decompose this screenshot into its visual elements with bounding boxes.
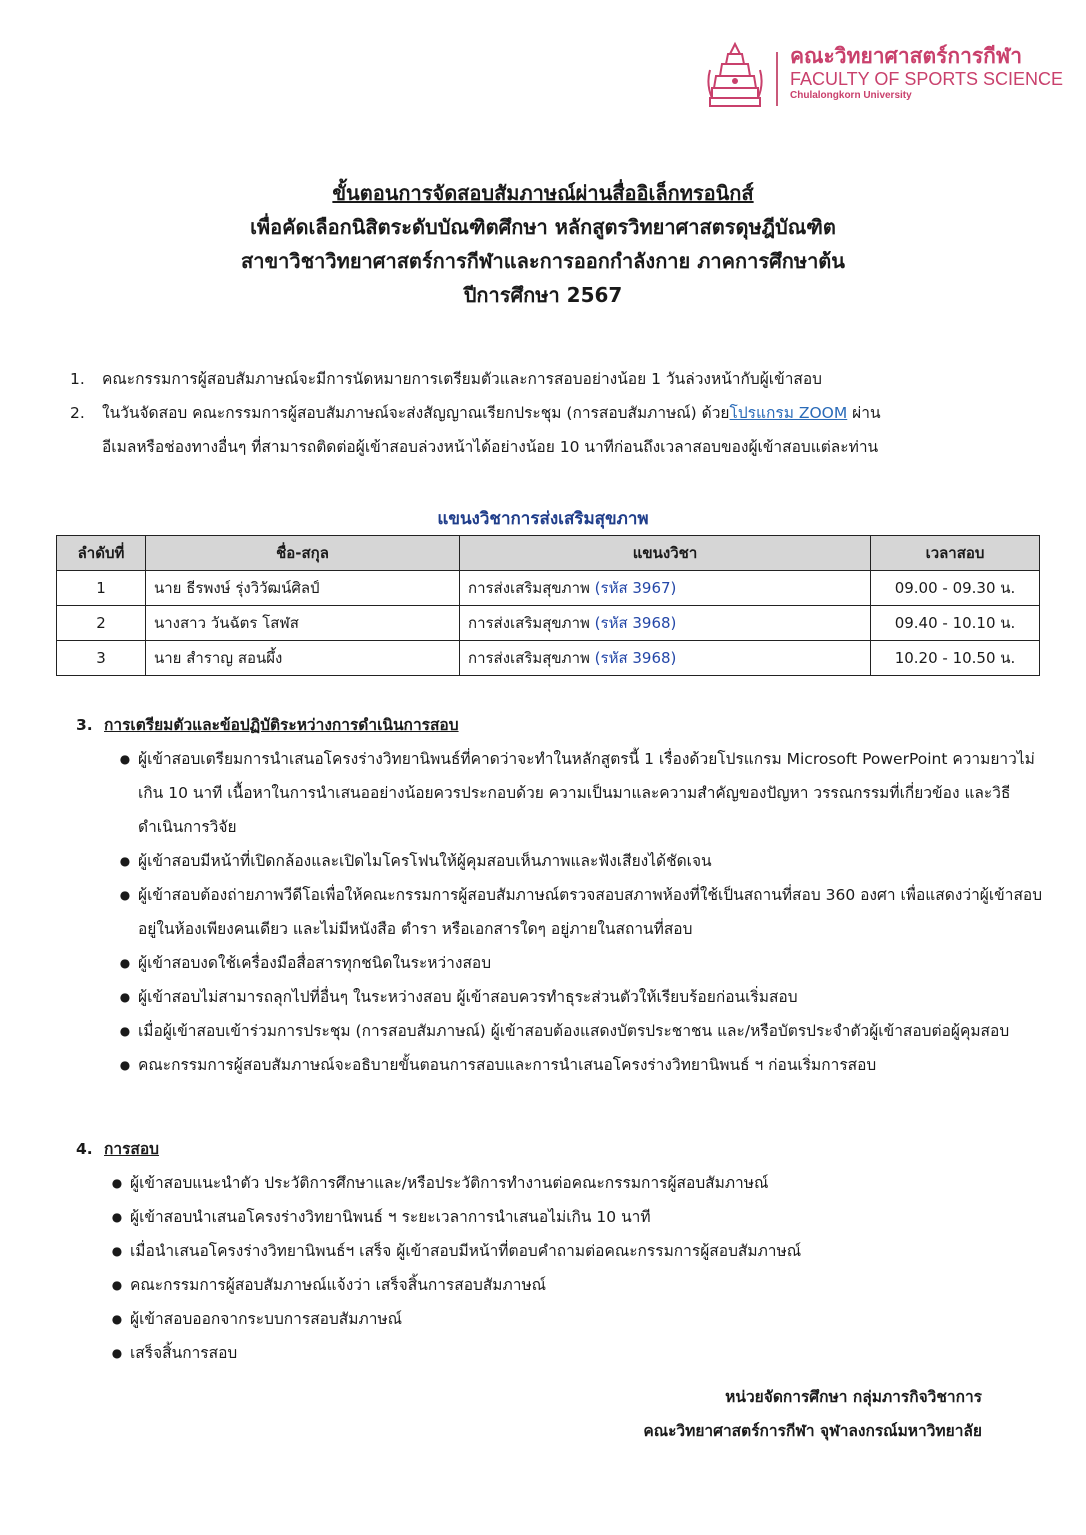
list-item-text: คณะกรรมการผู้สอบสัมภาษณ์แจ้งว่า เสร็จสิ้นการสอบสัมภาษณ์ xyxy=(130,1276,547,1294)
item-text-after: ผ่าน xyxy=(847,404,881,422)
bullet-icon: ● xyxy=(119,888,131,902)
track-name: การส่งเสริมสุขภาพ xyxy=(468,614,595,632)
bullet-icon: ● xyxy=(119,990,131,1004)
logo-text xyxy=(790,44,1063,103)
bullet-icon: ● xyxy=(111,1346,123,1360)
list-item xyxy=(112,1048,1046,1082)
section-preparation xyxy=(76,708,1046,1082)
list-item xyxy=(104,1302,1046,1336)
list-item xyxy=(104,1200,1046,1234)
cell-name: นางสาว วันฉัตร โสฬส xyxy=(146,606,460,641)
title-line-2: เพื่อคัดเลือกนิสิตระดับบัณฑิตศึกษา หลักสูตรวิทยาศาสตรดุษฎีบัณฑิต xyxy=(250,215,836,239)
item-number: 1. xyxy=(70,370,85,388)
cell-order: 2 xyxy=(57,606,146,641)
track-name: การส่งเสริมสุขภาพ xyxy=(468,579,595,597)
intro-item-2 xyxy=(70,396,1040,430)
list-item-text: ผู้เข้าสอบต้องถ่ายภาพวีดีโอเพื่อให้คณะกรรมการผู้สอบสัมภาษณ์ตรวจสอบสภาพห้องที่ใช้เป็นสถานที่สอบ 360 องศา เพื่อแสดงว่าผู้เข้าสอบอยู่ในห้องเพียงคนเดียว และไม่มีหนังสือ ตำรา หรือเอกสารใดๆ อยู่ภายในสถานที่สอบ xyxy=(138,886,1043,938)
item-text-before: ในวันจัดสอบ คณะกรรมการผู้สอบสัมภาษณ์จะส่งสัญญาณเรียกประชุม (การสอบสัมภาษณ์) ด้วย xyxy=(102,404,730,422)
track-code: (รหัส 3968) xyxy=(594,614,677,632)
list-item-text: เมื่อนำเสนอโครงร่างวิทยานิพนธ์ฯ เสร็จ ผู้เข้าสอบมีหน้าที่ตอบคำถามต่อคณะกรรมการผู้สอบสัมภาษณ์ xyxy=(130,1242,802,1260)
bullet-icon: ● xyxy=(111,1244,123,1258)
list-item xyxy=(112,1014,1046,1048)
section-number: 3. xyxy=(76,716,93,734)
chula-emblem-icon xyxy=(706,40,764,110)
list-item-text: ผู้เข้าสอบงดใช้เครื่องมือสื่อสารทุกชนิดในระหว่างสอบ xyxy=(138,954,492,972)
cell-track xyxy=(460,641,871,676)
issuer-faculty: คณะวิทยาศาสตร์การกีฬา จุฬาลงกรณ์มหาวิทยาลัย xyxy=(643,1422,982,1440)
table-row xyxy=(57,641,1040,676)
schedule-table xyxy=(56,535,1040,676)
cell-name: นาย สำราญ สอนผึ้ง xyxy=(146,641,460,676)
list-item xyxy=(104,1268,1046,1302)
faculty-name-english: FACULTY OF SPORTS SCIENCE xyxy=(790,69,1064,89)
track-code: (รหัส 3967) xyxy=(594,579,677,597)
title-line-3: สาขาวิชาวิทยาศาสตร์การกีฬาและการออกกำลังกาย ภาคการศึกษาต้น xyxy=(241,249,845,273)
cell-name: นาย ธีรพงษ์ รุ่งวิวัฒน์ศิลป์ xyxy=(146,571,460,606)
list-item xyxy=(112,878,1046,946)
cell-order: 1 xyxy=(57,571,146,606)
bullet-icon: ● xyxy=(111,1278,123,1292)
list-item xyxy=(104,1166,1046,1200)
section-number: 4. xyxy=(76,1140,93,1158)
document-title xyxy=(0,176,1086,312)
intro-list xyxy=(70,362,1040,464)
list-item xyxy=(112,844,1046,878)
list-item-text: คณะกรรมการผู้สอบสัมภาษณ์จะอธิบายขั้นตอนการสอบและการนำเสนอโครงร่างวิทยานิพนธ์ ฯ ก่อนเริ่มการสอบ xyxy=(138,1056,877,1074)
item-text xyxy=(102,396,881,430)
list-item xyxy=(112,742,1046,844)
issuer-signature xyxy=(643,1380,982,1448)
title-line-4: ปีการศึกษา 2567 xyxy=(463,283,623,307)
cell-track xyxy=(460,571,871,606)
issuer-unit: หน่วยจัดการศึกษา กลุ่มภารกิจวิชาการ xyxy=(725,1388,982,1406)
bullet-icon: ● xyxy=(111,1312,123,1326)
bullet-icon: ● xyxy=(119,1058,131,1072)
list-item xyxy=(112,980,1046,1014)
track-name: การส่งเสริมสุขภาพ xyxy=(468,649,595,667)
section-heading xyxy=(76,1132,1046,1166)
title-line-1: ขั้นตอนการจัดสอบสัมภาษณ์ผ่านสื่ออิเล็กทรอนิกส์ xyxy=(332,181,754,205)
university-name: Chulalongkorn University xyxy=(790,90,912,101)
list-item xyxy=(104,1336,1046,1370)
list-item-text: ผู้เข้าสอบแนะนำตัว ประวัติการศึกษาและ/หรือประวัติการทำงานต่อคณะกรรมการผู้สอบสัมภาษณ์ xyxy=(130,1174,769,1192)
list-item-text: ผู้เข้าสอบเตรียมการนำเสนอโครงร่างวิทยานิพนธ์ที่คาดว่าจะทำในหลักสูตรนี้ 1 เรื่องด้วยโปรแกรม Microsoft PowerPoint ความยาวไม่เกิน 10 นาที เนื้อหาในการนำเสนออย่างน้อยควรประกอบด้วย ความเป็นมาและความสำคัญของปัญหา วรรณกรรมที่เกี่ยวข้อง และวิธีดำเนินการวิจัย xyxy=(138,750,1035,836)
section-title: การสอบ xyxy=(104,1140,160,1158)
header-track: แขนงวิชา xyxy=(460,536,871,571)
header-order: ลำดับที่ xyxy=(57,536,146,571)
table-header-row xyxy=(57,536,1040,571)
table-row xyxy=(57,606,1040,641)
cell-time: 09.40 - 10.10 น. xyxy=(871,606,1040,641)
bullet-icon: ● xyxy=(119,854,131,868)
zoom-program-link[interactable]: โปรแกรม ZOOM xyxy=(729,404,848,422)
item-text: คณะกรรมการผู้สอบสัมภาษณ์จะมีการนัดหมายการเตรียมตัวและการสอบอย่างน้อย 1 วันล่วงหน้ากับผู้เข้าสอบ xyxy=(102,370,823,388)
section-title: การเตรียมตัวและข้อปฏิบัติระหว่างการดำเนินการสอบ xyxy=(104,716,459,734)
cell-time: 09.00 - 09.30 น. xyxy=(871,571,1040,606)
intro-item-1 xyxy=(70,362,1040,396)
bullet-icon: ● xyxy=(119,752,131,766)
list-item-text: ผู้เข้าสอบไม่สามารถลุกไปที่อื่นๆ ในระหว่างสอบ ผู้เข้าสอบควรทำธุระส่วนตัวให้เรียบร้อยก่อนเริ่มสอบ xyxy=(138,988,798,1006)
faculty-logo xyxy=(706,40,1066,120)
table-row xyxy=(57,571,1040,606)
track-code: (รหัส 3968) xyxy=(594,649,677,667)
logo-divider xyxy=(776,52,778,106)
list-item-text: ผู้เข้าสอบมีหน้าที่เปิดกล้องและเปิดไมโครโฟนให้ผู้คุมสอบเห็นภาพและฟังเสียงได้ชัดเจน xyxy=(138,852,712,870)
cell-track xyxy=(460,606,871,641)
list-item-text: ผู้เข้าสอบนำเสนอโครงร่างวิทยานิพนธ์ ฯ ระยะเวลาการนำเสนอไม่เกิน 10 นาที xyxy=(130,1208,651,1226)
header-time: เวลาสอบ xyxy=(871,536,1040,571)
header-name: ชื่อ-สกุล xyxy=(146,536,460,571)
list-item-text: ผู้เข้าสอบออกจากระบบการสอบสัมภาษณ์ xyxy=(130,1310,403,1328)
item-number: 2. xyxy=(70,404,85,422)
list-item-text: เสร็จสิ้นการสอบ xyxy=(130,1344,238,1362)
list-item-text: เมื่อผู้เข้าสอบเข้าร่วมการประชุม (การสอบสัมภาษณ์) ผู้เข้าสอบต้องแสดงบัตรประชาชน และ/หรือบัตรประจำตัวผู้เข้าสอบต่อผู้คุมสอบ xyxy=(138,1022,1010,1040)
intro-item-2-continued: อีเมลหรือช่องทางอื่นๆ ที่สามารถติดต่อผู้เข้าสอบล่วงหน้าได้อย่างน้อย 10 นาทีก่อนถึงเวลาสอบของผู้เข้าสอบแต่ละท่าน xyxy=(102,438,879,456)
section-exam xyxy=(76,1132,1046,1370)
bullet-icon: ● xyxy=(119,1024,131,1038)
faculty-name-thai: คณะวิทยาศาสตร์การกีฬา xyxy=(790,44,1023,68)
cell-order: 3 xyxy=(57,641,146,676)
bullet-icon: ● xyxy=(119,956,131,970)
table-title: แขนงวิชาการส่งเสริมสุขภาพ xyxy=(437,509,649,529)
list-item xyxy=(104,1234,1046,1268)
cell-time: 10.20 - 10.50 น. xyxy=(871,641,1040,676)
list-item xyxy=(112,946,1046,980)
section-heading xyxy=(76,708,1046,742)
bullet-icon: ● xyxy=(111,1176,123,1190)
bullet-icon: ● xyxy=(111,1210,123,1224)
